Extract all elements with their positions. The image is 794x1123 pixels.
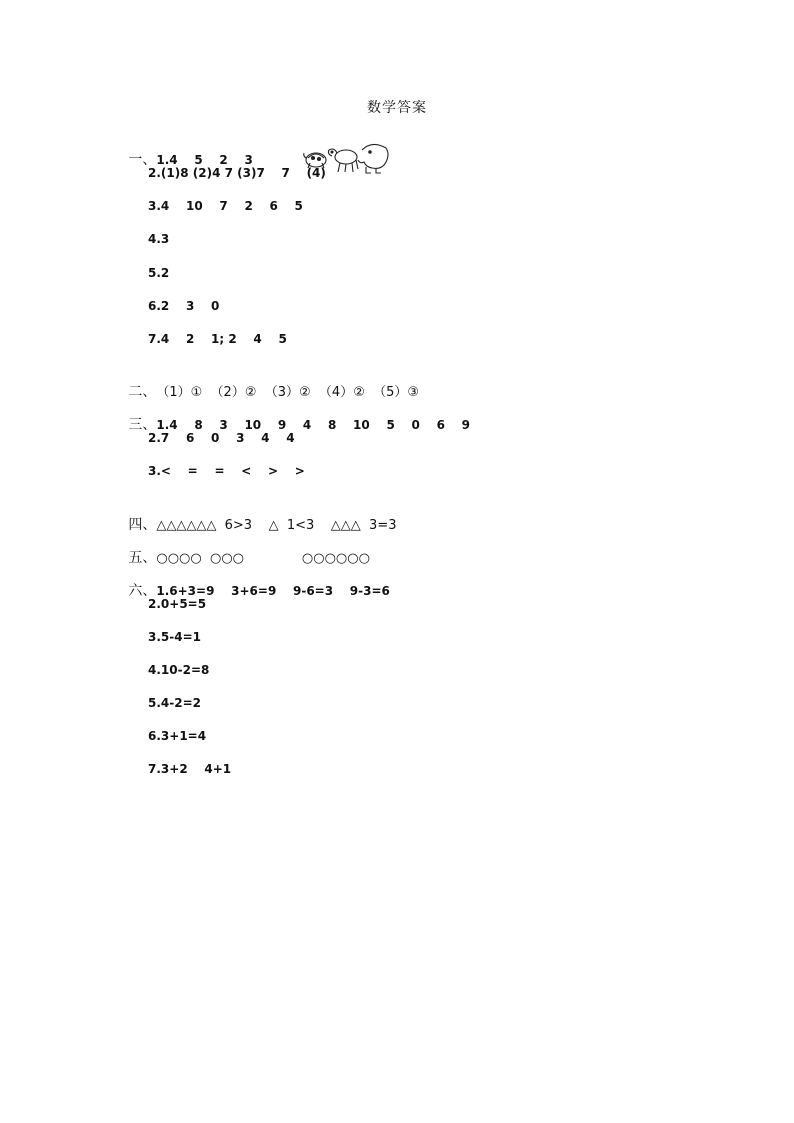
section-1-line-5: 5.2 — [148, 266, 170, 280]
section-6-line-2: 2.0+5=5 — [148, 597, 207, 611]
section-1-line-4: 4.3 — [148, 232, 170, 246]
section-2-line-1 — [120, 362, 420, 400]
answer-text: 1.6+3=9 3+6=9 9-6=3 9-3=6 — [156, 584, 390, 598]
answer-text: 1.4 8 3 10 9 4 8 10 5 0 6 9 — [156, 418, 470, 432]
section-1-line-2: 2.(1)8 (2)4 7 (3)7 7 (4) — [148, 166, 326, 180]
answer-text: （1）① （2）② （3）② （4）② （5）③ — [156, 385, 420, 400]
section-5-label: 五、 — [128, 550, 157, 566]
answer-text: 1.4 5 2 3 — [156, 153, 253, 167]
section-3-line-1 — [120, 395, 470, 433]
section-6-line-4: 4.10-2=8 — [148, 663, 210, 677]
section-6-line-7: 7.3+2 4+1 — [148, 762, 232, 776]
section-6-line-5: 5.4-2=2 — [148, 696, 201, 710]
animals-illustration — [302, 140, 392, 176]
section-4-line-1 — [120, 495, 397, 533]
answer-text: ○○○○ ○○○ ○○○○○○ — [156, 551, 370, 566]
section-3-line-3: 3.< = = < > > — [148, 464, 305, 478]
section-3-label: 三、 — [128, 417, 157, 433]
section-1-line-7: 7.4 2 1; 2 4 5 — [148, 332, 287, 346]
section-1-line-3: 3.4 10 7 2 6 5 — [148, 199, 303, 213]
section-5-line-1 — [120, 528, 370, 566]
section-1-line-1 — [120, 130, 253, 168]
section-3-line-2: 2.7 6 0 3 4 4 — [148, 431, 295, 445]
section-6-line-6: 6.3+1=4 — [148, 729, 207, 743]
section-2-label: 二、 — [128, 384, 157, 400]
section-6-line-1 — [120, 561, 390, 599]
section-4-label: 四、 — [128, 517, 157, 533]
section-1-label: 一、 — [128, 152, 157, 168]
section-6-line-3: 3.5-4=1 — [148, 630, 201, 644]
page-title: 数学答案 — [367, 100, 427, 116]
section-6-label: 六、 — [128, 583, 157, 599]
section-1-line-6: 6.2 3 0 — [148, 299, 220, 313]
answer-text: △△△△△△ 6>3 △ 1<3 △△△ 3=3 — [156, 518, 397, 533]
